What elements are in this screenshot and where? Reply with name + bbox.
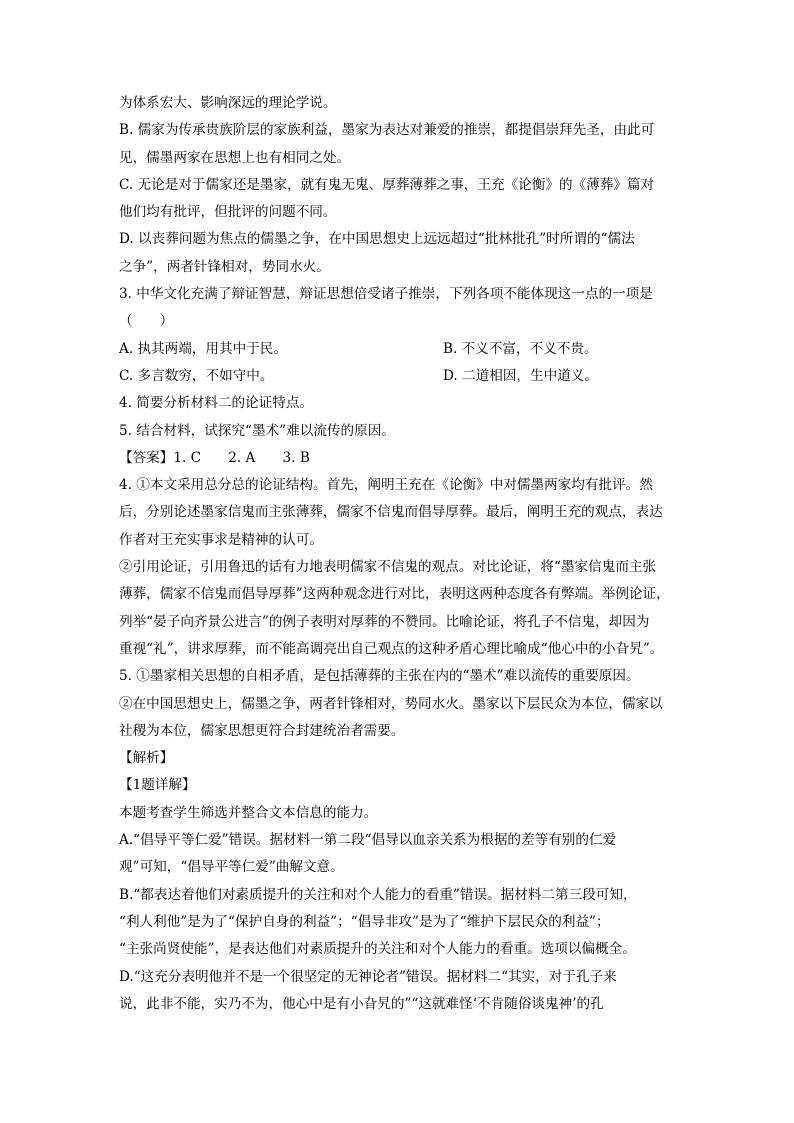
question-3-blank: （ ） <box>119 313 174 330</box>
answer-5-line: ②在中国思想史上，儒墨之争，两者针锋相对，势同水火。墨家以下层民众为本位，儒家以 <box>119 695 663 712</box>
option-b-line-2: 见，儒墨两家在思想上也有相同之处。 <box>119 149 351 166</box>
analysis-line: 观”可知，“倡导平等仁爱”曲解文意。 <box>119 859 344 876</box>
option-a: A. 执其两端，用其中于民。 <box>119 340 287 357</box>
analysis-line: “主张尚贤使能”，是表达他们对素质提升的关注和对个人能力的看重。选项以偏概全。 <box>119 941 636 958</box>
detail-tag: 【1题详解】 <box>119 777 196 794</box>
analysis-line: 本题考查学生筛选并整合文本信息的能力。 <box>119 804 378 821</box>
answer-choices: 1. C 2. A 3. B <box>173 449 310 466</box>
question-3-options-row-1 <box>119 336 689 363</box>
analysis-line: B.“都表达着他们对素质提升的关注和对个人能力的看重”错误。据材料二第三段可知， <box>119 886 637 903</box>
analysis-tag: 【解析】 <box>119 750 174 767</box>
answer-4-line: 后，分别论述墨家信鬼而主张薄葬，儒家不信鬼而倡导厚葬。最后，阐明王充的观点，表达 <box>119 504 663 521</box>
option-c-line-2: 他们均有批评，但批评的问题不同。 <box>119 204 337 221</box>
option-d-line-1: D. 以丧葬问题为焦点的儒墨之争，在中国思想史上远远超过“批林批孔”时所谓的“儒法 <box>119 231 635 248</box>
document-body <box>119 90 689 1018</box>
option-d-line-2: 之争”，两者针锋相对，势同水火。 <box>119 258 330 275</box>
answer-line <box>119 445 689 472</box>
answer-4-line: 重视“礼”，讲求厚葬，而不能高调亮出自己观点的这种矛盾心理比喻成“他心中的小旮旯”。 <box>119 640 664 657</box>
question-3-stem: 3. 中华文化充满了辩证智慧，辩证思想倍受诸子推崇，下列各项不能体现这一点的一项是 <box>119 286 653 303</box>
analysis-line: A.“倡导平等仁爱”错误。据材料一第二段“倡导以血亲关系为根据的差等有别的仁爱 <box>119 832 617 849</box>
option-c: C. 多言数穷，不如守中。 <box>119 367 274 384</box>
option-b-line-1: B. 儒家为传承贵族阶层的家族利益，墨家为表达对兼爱的推崇，都提倡崇拜先圣，由此可 <box>119 122 655 139</box>
answer-4-line: 列举“晏子向齐景公进言”的例子表明对厚葬的不赞同。比喻论证，将孔子不信鬼，却因为 <box>119 613 650 630</box>
question-3-options-row-2 <box>119 363 689 390</box>
option-d: D. 二道相因，生中道义。 <box>443 367 598 384</box>
analysis-line: 说，此非不能，实乃不为，他心中是有小旮旯的”“这就难怪‘不肯随俗谈鬼神’的孔 <box>119 995 604 1012</box>
answer-4-line: 薄葬，儒家不信鬼而倡导厚葬”这两种观念进行对比，表明这两种态度各有弊端。举例论证， <box>119 586 670 603</box>
analysis-line: “利人利他”是为了“保护自身的利益”；“倡导非攻”是为了“维护下层民众的利益”； <box>119 913 610 930</box>
answer-4-line: 4. ①本文采用总分总的论证结构。首先，阐明王充在《论衡》中对儒墨两家均有批评。然 <box>119 477 653 494</box>
answer-5-line: 社稷为本位，儒家思想更符合封建统治者需要。 <box>119 722 405 739</box>
analysis-line: D.“这充分表明他并不是一个很坚定的无神论者”错误。据材料二“其实，对于孔子来 <box>119 968 617 985</box>
option-c-line-1: C. 无论是对于儒家还是墨家，就有鬼无鬼、厚葬薄葬之事，王充《论衡》的《薄葬》篇对 <box>119 176 655 193</box>
option-b: B. 不义不富，不义不贵。 <box>443 340 598 357</box>
question-4: 4. 简要分析材料二的论证特点。 <box>119 395 314 412</box>
answer-4-line: 作者对王充实事求是精神的认可。 <box>119 531 323 548</box>
answer-5-line: 5. ①墨家相关思想的自相矛盾，是包括薄葬的主张在内的“墨术”难以流传的重要原因。 <box>119 668 640 685</box>
answer-4-line: ②引用论证，引用鲁迅的话有力地表明儒家不信鬼的观点。对比论证，将“墨家信鬼而主张 <box>119 559 657 576</box>
answer-tag: 【答案】 <box>119 449 174 466</box>
text-line: 为体系宏大、影响深远的理论学说。 <box>119 95 337 111</box>
question-5: 5. 结合材料，试探究“墨术”难以流传的原因。 <box>119 422 395 439</box>
